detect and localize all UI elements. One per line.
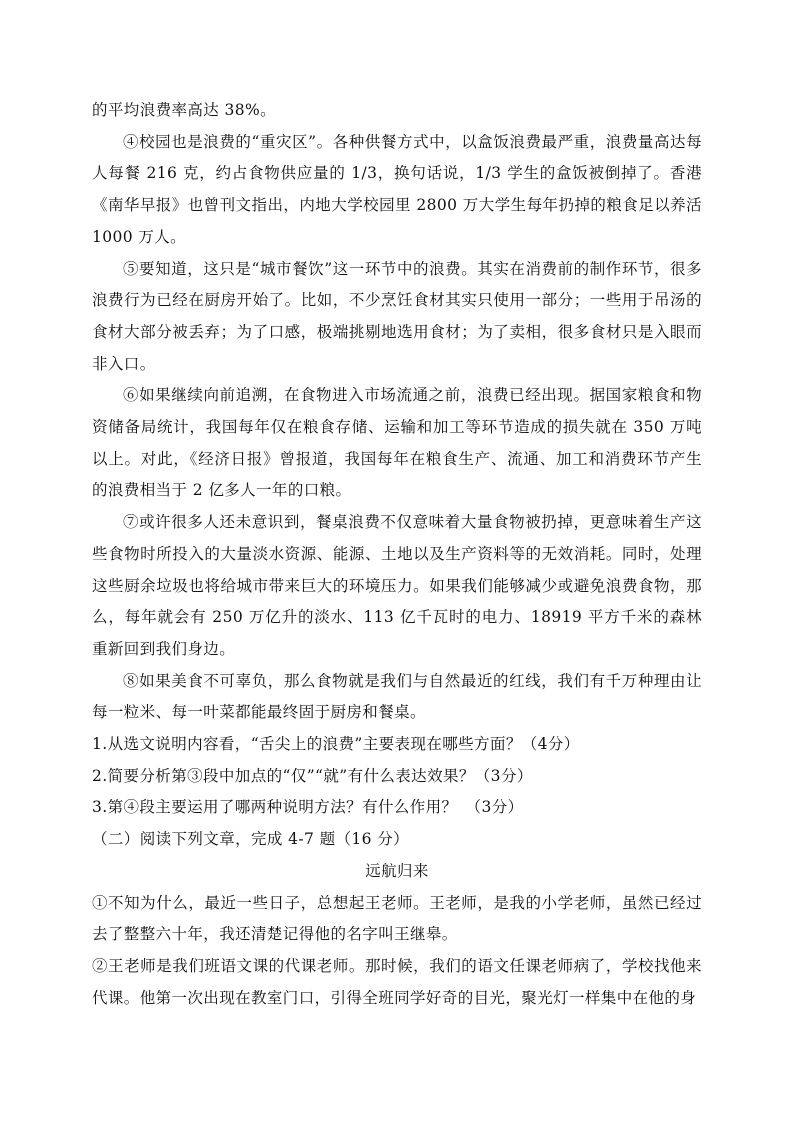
section-heading: （二）阅读下列文章，完成 4-7 题（16 分） [92,830,410,849]
question-3: 3.第④段主要运用了哪两种说明方法？有什么作用？ （3分） [92,798,524,817]
paragraph-6: ⑥如果继续向前追溯，在食物进入市场流通之前，浪费已经出现。据国家粮食和物资储备局统计，我国每年仅在粮食存储、运输和加工等环节造成的损失就在 350 万吨以上。对此，《经济日报》曾报道，我国每年在粮食生产、流通、加工和消费环节产生的浪费相当于 2 亿多人一年的口粮。 [92,386,702,500]
paragraph-4: ④校园也是浪费的“重灾区”。各种供餐方式中，以盒饭浪费最严重，浪费量高达每人每餐 216 克，约占食物供应量的 1/3，换句话说，1/3 学生的盒饭被倒掉了。香港《南华早报》也曾刊文指出，内地大学校园里 2800 万大学生每年扔掉的粮食足以养活 1000 万人。 [92,132,702,246]
story-title: 远航归来 [365,861,429,880]
question-2: 2.简要分析第③段中加点的“仅”“就”有什么表达效果？（3分） [92,766,533,785]
paragraph-5: ⑤要知道，这只是“城市餐饮”这一环节中的浪费。其实在消费前的制作环节，很多浪费行为已经在厨房开始了。比如，不少烹饪食材其实只使用一部分；一些用于吊汤的食材大部分被丢弃；为了口感，极端挑剔地选用食材；为了卖相，很多食材只是入眼而非入口。 [92,259,702,373]
document-page [92,95,702,1014]
paragraph-7: ⑦或许很多人还未意识到，餐桌浪费不仅意味着大量食物被扔掉，更意味着生产这些食物时所投入的大量淡水资源、能源、土地以及生产资料等的无效消耗。同时，处理这些厨余垃圾也将给城市带来巨大的环境压力。如果我们能够减少或避免浪费食物，那么，每年就会有 250 万亿升的淡水、113 亿千瓦时的电力、18919 平方千米的森林重新回到我们身边。 [92,513,702,658]
paragraph-8: ⑧如果美食不可辜负，那么食物就是我们与自然最近的红线，我们有千万种理由让每一粒米、每一叶菜都能最终固于厨房和餐桌。 [92,671,702,722]
story-paragraph-2: ②王老师是我们班语文课的代课老师。那时候，我们的语文任课老师病了，学校找他来代课。他第一次出现在教室门口，引得全班同学好奇的目光，聚光灯一样集中在他的身 [92,956,702,1007]
story-paragraph-1: ①不知为什么，最近一些日子，总想起王老师。王老师，是我的小学老师，虽然已经过去了整整六十年，我还清楚记得他的名字叫王继皋。 [92,893,702,944]
question-1: 1.从选文说明内容看，“舌尖上的浪费”主要表现在哪些方面？（4分） [92,735,580,754]
paragraph-1: 的平均浪费率高达 38%。 [92,101,277,119]
